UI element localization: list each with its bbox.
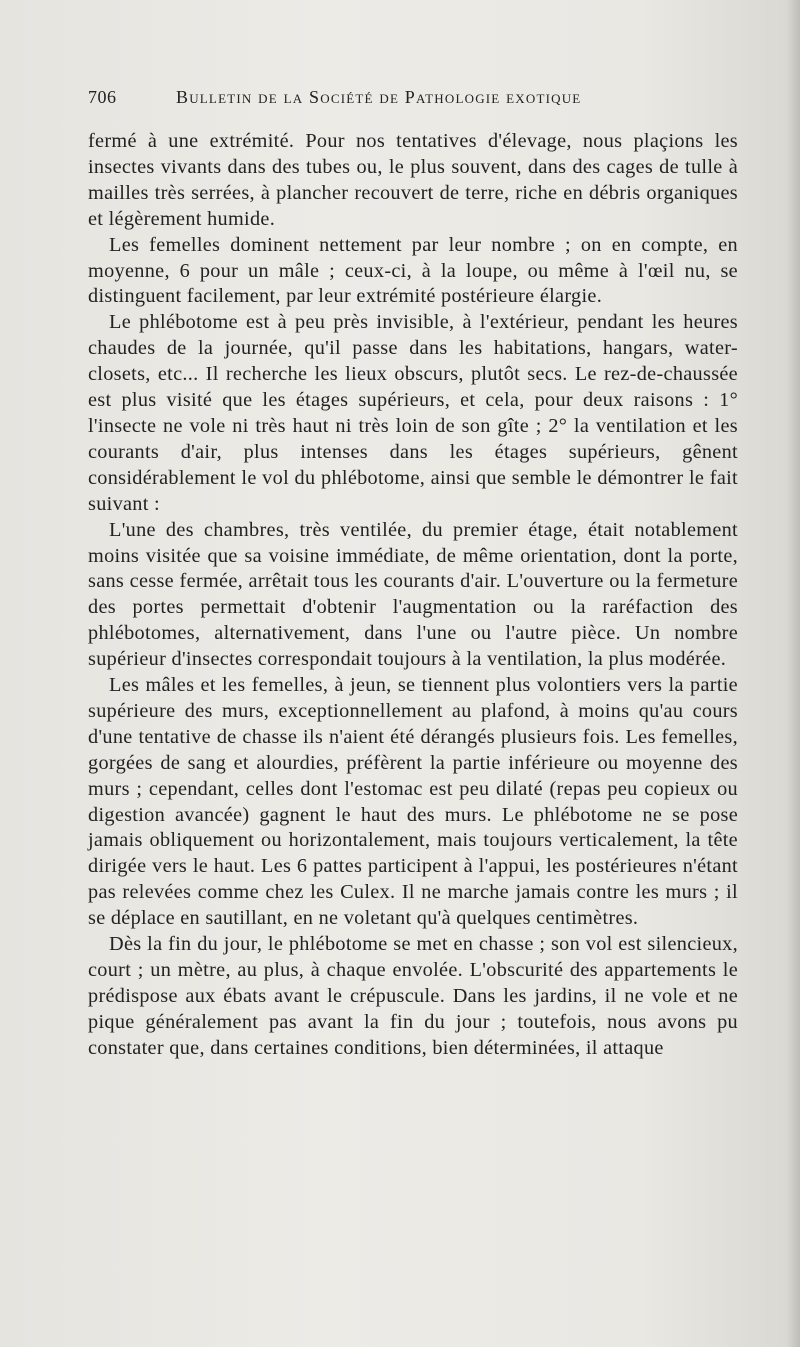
page-edge-shadow [786,0,800,1347]
paragraph-continuation: fermé à une extrémité. Pour nos tentatives d'élevage, nous plaçions les insectes vivants dans des tubes ou, le plus souvent, dans des cages de tulle à mailles très serrées, à plancher recouvert de terre, riche en débris organiques et légèrement humide. [88,130,738,230]
paragraph-females-males: Les femelles dominent nettement par leur nombre ; on en compte, en moyenne, 6 pour un mâle ; ceux-ci, à la loupe, ou même à l'œil nu, se distinguent facilement, par leur extrémité postérieure élargie. [88,233,738,308]
page-number: 706 [88,87,117,107]
page-header [88,84,738,110]
paragraph-ventilation: L'une des chambres, très ventilée, du premier étage, était notablement moins visitée que sa voisine immédiate, de même orientation, dont la porte, sans cesse fermée, arrêtait tous les courants d'air. L'ouverture ou la fermeture des portes permettait d'obtenir l'augmentation ou la raréfaction des phlébotomes, alternativement, dans l'une ou l'autre pièce. Un nombre supérieur d'insectes correspondait toujours à la ventilation, la plus modérée. [88,518,738,671]
body-text [88,129,738,1062]
paragraph-flight: Dès la fin du jour, le phlébotome se met en chasse ; son vol est silencieux, court ; un mètre, au plus, à chaque envolée. L'obscurité des appartements le prédispose aux ébats avant le crépuscule. Dans les jardins, il ne vole et ne pique généralement pas avant la fin du jour ; toutefois, nous avons pu constater que, dans certaines conditions, bien déterminées, il attaque [88,933,738,1059]
paragraph-habitat: Le phlébotome est à peu près invisible, à l'extérieur, pendant les heures chaudes de la journée, qu'il passe dans les habitations, hangars, water-closets, etc... Il recherche les lieux obscurs, plutôt secs. Le rez-de-chaussée est plus visité que les étages supérieurs, et cela, pour deux raisons : 1° l'insecte ne vole ni très haut ni très loin de son gîte ; 2° la ventilation et les courants d'air, plus intenses dans les étages supérieurs, gênent considérablement le vol du phlébotome, ainsi que semble le démontrer le fait suivant : [88,311,738,515]
running-head: Bulletin de la Société de Pathologie exotique [176,87,582,107]
paragraph-resting-position: Les mâles et les femelles, à jeun, se tiennent plus volontiers vers la partie supérieure des murs, exceptionnellement au plafond, à moins qu'au cours d'une tentative de chasse ils n'aient été dérangés plusieurs fois. Les femelles, gorgées de sang et alourdies, préfèrent la partie inférieure ou moyenne des murs ; cependant, celles dont l'estomac est peu dilaté (repas peu copieux ou digestion avancée) gagnent le haut des murs. Le phlébotome ne se pose jamais obliquement ou horizontalement, mais toujours verticalement, la tête dirigée vers le haut. Les 6 pattes participent à l'appui, les postérieures n'étant pas relevées comme chez les Culex. Il ne marche jamais contre les murs ; il se déplace en sautillant, en ne voletant qu'à quelques centimètres. [88,674,738,930]
